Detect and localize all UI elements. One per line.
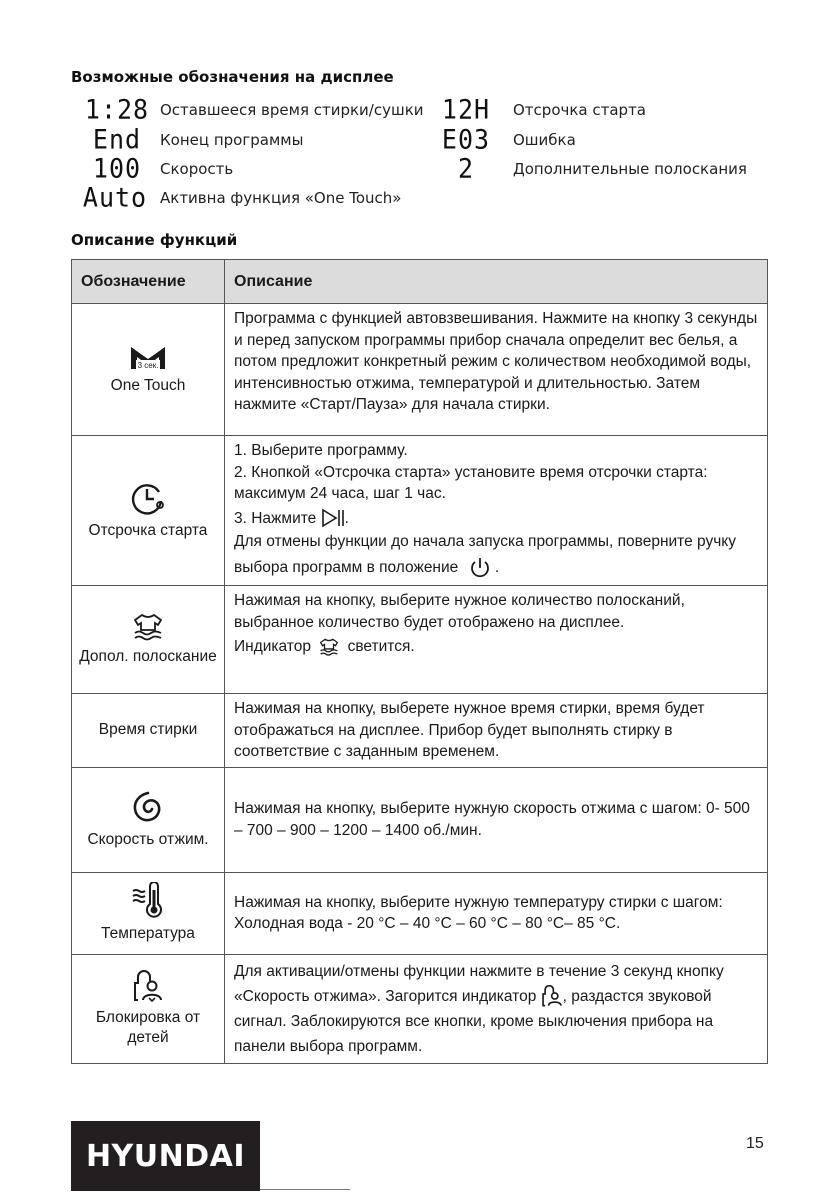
table-row [72,586,768,694]
table-row [72,872,768,954]
description-line: 2. Кнопкой «Отсрочка старта» установите время отсрочки старта: максимум 24 часа, шаг 1 час. [234,463,708,502]
description-text: Нажимая на кнопку, выберите нужное количество полосканий, выбранное количество будет отображено на дисплее. [234,592,685,631]
description-line: 1. Выберите программу. [234,442,408,459]
display-code-row [82,155,233,183]
description-line: 3. Нажмите . [234,509,349,527]
description-text: Индикатор [234,638,311,655]
power-icon [469,557,491,579]
symbol-cell [72,767,225,872]
display-code-desc: Активна функция «One Touch» [160,189,402,207]
rinse-indicator-icon [319,638,339,656]
display-code: 1:28 [84,94,150,125]
display-code-desc: Отсрочка старта [513,101,647,119]
symbol-cell [72,586,225,694]
symbol-cell [72,436,225,586]
symbol-label: Допол. полоскание [79,647,217,665]
rinse-icon [133,613,163,641]
symbol-cell [72,694,225,768]
symbol-label: Время стирки [98,721,198,739]
display-code-row [82,96,424,124]
description-cell [225,954,768,1063]
clock-icon [131,481,165,515]
display-code-row [436,96,646,124]
svg-text:3 сек.: 3 сек. [137,360,159,370]
description-text: , раздастся звуковой сигнал. Заблокируются все кнопки, кроме выключения прибора на панели выбора программ. [234,987,714,1055]
display-code-row [436,126,576,154]
display-code-row [82,126,303,154]
display-code-desc: Скорость [160,160,234,178]
display-code-desc: Конец программы [160,131,304,149]
table-row [72,694,768,768]
display-code-desc: Дополнительные полоскания [513,160,747,178]
display-code-row [78,184,401,212]
play-pause-icon [321,508,345,528]
display-code: End [92,124,142,155]
symbol-label: Температура [101,925,195,942]
spin-icon [131,790,165,824]
symbol-cell [72,872,225,954]
description-cell: Нажимая на кнопку, выберете нужное время стирки, время будет отображаться на дисплее. Прибор будет выполнять стирку в соответствие с заданным временем. [225,694,768,768]
symbol-label: One Touch [110,376,186,394]
page-number: 15 [746,1135,764,1152]
table-header-row [72,260,768,304]
table-row [72,954,768,1063]
display-code: 2 [457,153,475,184]
column-header: Описание [225,260,768,304]
table-row [72,436,768,586]
description-text: светится. [347,638,415,655]
symbol-label: Блокировка от детей [95,1008,201,1046]
description-cell: Программа с функцией автовзвешивания. Нажмите на кнопку 3 секунды и перед запуском программы прибор сначала определит вес белья, а потом предложит конкретный режим с количеством необходимой воды, интенсивностью отжима, температурой и длительностью. Затем нажмите «Старт/Пауза» для начала стирки. [225,304,768,436]
symbol-label: Скорость отжим. [87,830,209,848]
symbol-cell [72,304,225,436]
column-header: Обозначение [72,260,225,304]
description-cell [225,436,768,586]
footer-divider [260,1189,350,1190]
table-row [72,767,768,872]
display-code: 12H [441,94,491,125]
functions-table [71,259,768,1064]
display-code-desc: Оставшееся время стирки/сушки [160,101,424,119]
child-lock-indicator-icon [541,985,563,1007]
one-touch-icon [130,344,166,370]
description-line: Для отмены функции до начала запуска программы, поверните ручку выбора программ в положение . [234,529,758,581]
symbol-label: Отсрочка старта [88,521,208,539]
brand-logo: HYUNDAI [71,1121,260,1191]
table-row [72,304,768,436]
display-code: 100 [92,153,142,184]
display-code: Auto [82,182,148,213]
display-code-row [436,155,747,183]
section-title-display-codes: Возможные обозначения на дисплее [71,68,394,86]
child-lock-icon [132,970,164,1002]
symbol-cell [72,954,225,1063]
display-code-desc: Ошибка [513,131,576,149]
description-cell: Нажимая на кнопку, выберите нужную температуру стирки с шагом: Холодная вода - 20 °C – 40 °C – 60 °C – 80 °C– 85 °C. [225,872,768,954]
description-text: 3. Нажмите [234,509,317,527]
description-line [234,636,758,658]
description-text: Для отмены функции до начала запуска программы, поверните ручку выбора программ в положение [234,533,737,576]
section-title-functions: Описание функций [71,231,238,249]
thermometer-icon [131,882,165,918]
display-code: E03 [441,124,491,155]
description-cell: Нажимая на кнопку, выберите нужную скорость отжима с шагом: 0- 500 – 700 – 900 – 1200 – 1400 об./мин. [225,767,768,872]
description-text: Для активации/отмены функции нажмите в течение 3 секунд кнопку «Скорость отжима». Загорится индикатор [234,962,724,1005]
description-cell [225,586,768,694]
